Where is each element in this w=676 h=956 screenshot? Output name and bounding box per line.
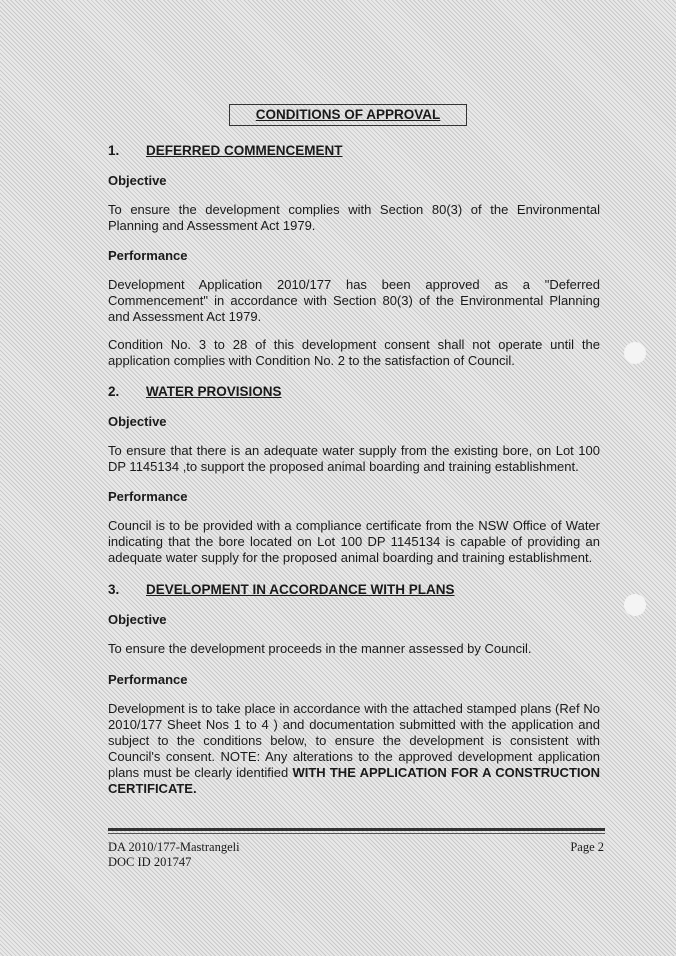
- section-1-number: 1.: [108, 143, 120, 158]
- section-1-performance-text-2: Condition No. 3 to 28 of this development consent shall not operate until the application complies with Condition No. 2 to the satisfaction of Council.: [108, 337, 600, 368]
- section-1-performance-label: Performance: [108, 248, 188, 263]
- section-3-heading-text: DEVELOPMENT IN ACCORDANCE WITH PLANS: [146, 582, 455, 597]
- section-3-number: 3.: [108, 582, 120, 597]
- footer-doc-info: [108, 840, 240, 870]
- section-1-heading-text: DEFERRED COMMENCEMENT: [146, 143, 343, 158]
- section-3-heading: [108, 582, 455, 598]
- section-1-objective-text: To ensure the development complies with Section 80(3) of the Environmental Planning and Assessment Act 1979.: [108, 202, 600, 233]
- section-2-performance-text: Council is to be provided with a compliance certificate from the NSW Office of Water indicating that the bore located on Lot 100 DP 1145134 is capable of providing an adequate water supply for the proposed animal boarding and training establishment.: [108, 518, 600, 565]
- section-2-number: 2.: [108, 384, 120, 399]
- section-2-performance-label: Performance: [108, 489, 188, 504]
- section-1-heading: [108, 143, 343, 159]
- punch-hole: [624, 342, 646, 364]
- footer-page-number: Page 2: [570, 840, 604, 854]
- section-3-performance-label: Performance: [108, 672, 188, 687]
- section-3-performance-body: Development is to take place in accordance with the attached stamped plans (Ref No 2010/177 Sheet Nos 1 to 4 ) and documentation submitted with the application and subject to the conditions below, to ensure the development is consistent with Council's consent. NOTE: Any alterations to the approved development application plans must be clearly identified: [108, 701, 600, 780]
- footer-divider-thin: [108, 833, 605, 834]
- section-3-performance-text: [108, 701, 600, 797]
- punch-hole: [624, 594, 646, 616]
- section-2-heading: [108, 384, 282, 400]
- footer-doc-id: DOC ID 201747: [108, 855, 192, 869]
- section-2-objective-text: To ensure that there is an adequate water supply from the existing bore, on Lot 100 DP 1145134 ,to support the proposed animal boarding and training establishment.: [108, 443, 600, 474]
- footer-da-reference: DA 2010/177-Mastrangeli: [108, 840, 240, 854]
- section-3-performance-bold: WITH THE APPLICATION FOR A CONSTRUCTION CERTIFICATE.: [108, 765, 600, 796]
- section-2-objective-label: Objective: [108, 414, 167, 429]
- section-3-objective-label: Objective: [108, 612, 167, 627]
- section-1-performance-text: Development Application 2010/177 has been approved as a "Deferred Commencement" in accordance with Section 80(3) of the Environmental Planning and Assessment Act 1979.: [108, 277, 600, 324]
- page-title-text: CONDITIONS OF APPROVAL: [255, 107, 441, 122]
- section-3-objective-text: To ensure the development proceeds in the manner assessed by Council.: [108, 641, 532, 656]
- page-title: [229, 104, 467, 126]
- section-1-objective-label: Objective: [108, 173, 167, 188]
- footer-divider: [108, 828, 605, 831]
- section-2-heading-text: WATER PROVISIONS: [146, 384, 282, 399]
